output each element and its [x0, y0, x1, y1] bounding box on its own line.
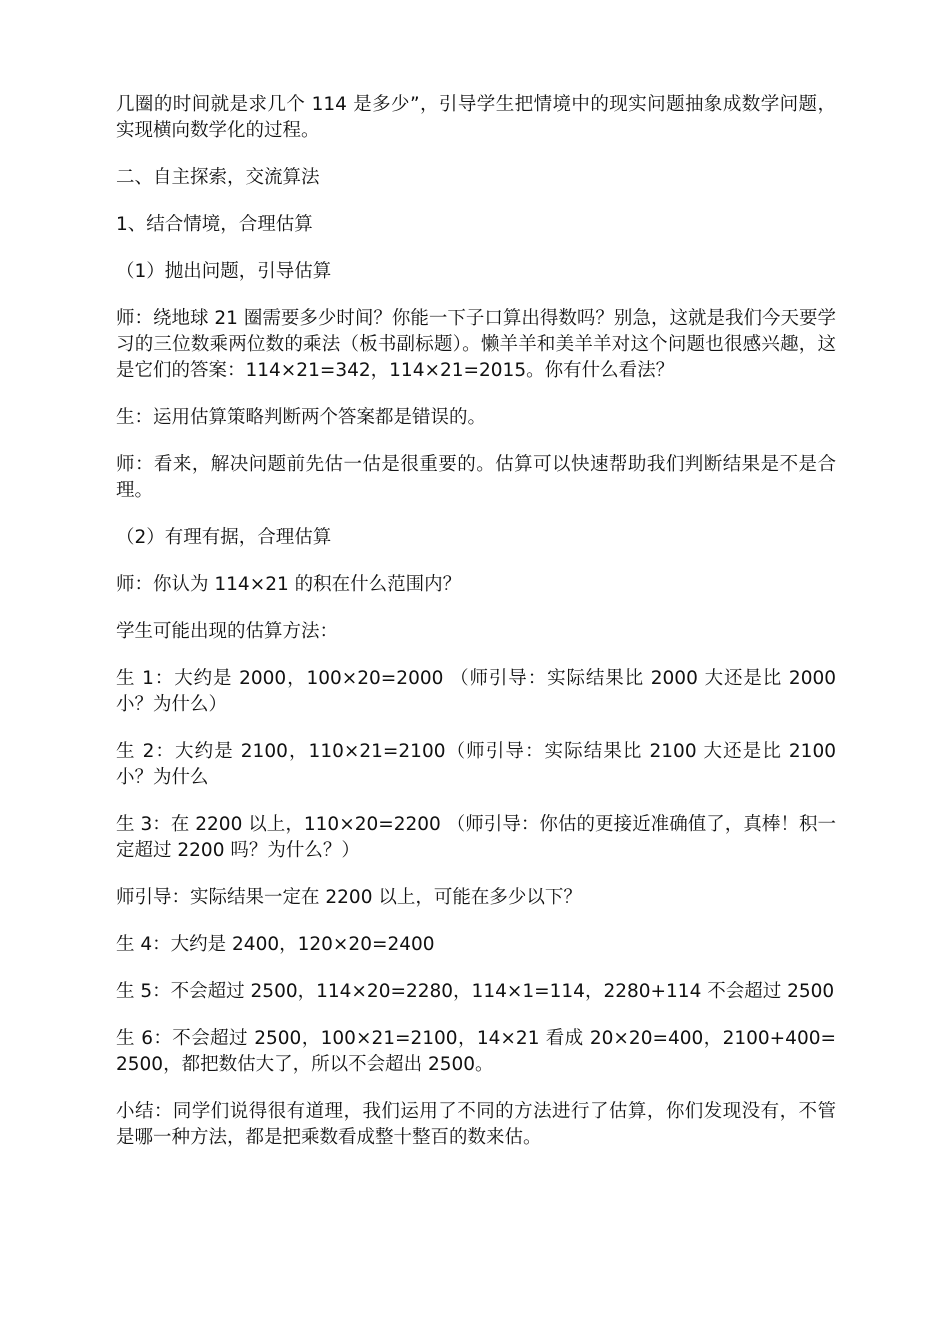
document-body: [116, 92, 836, 1172]
step-heading-question: （1）抛出问题，引导估算: [116, 261, 332, 282]
subsection-heading-estimate: 1、结合情境，合理估算: [116, 214, 313, 235]
paragraph-student-3: 生 3：在 2200 以上，110×20=2200 （师引导：你估的更接近准确值了，真棒！积一定超过 2200 吗？为什么？）: [116, 814, 836, 861]
paragraph-methods-intro: 学生可能出现的估算方法：: [116, 621, 339, 642]
paragraph-student-2: 生 2：大约是 2100，110×21=2100（师引导：实际结果比 2100 大还是比 2100 小？为什么: [116, 741, 836, 788]
paragraph-teacher-range-question: 师：你认为 114×21 的积在什么范围内？: [116, 574, 462, 595]
step-heading-reasoning: （2）有理有据，合理估算: [116, 527, 332, 548]
paragraph-teacher-question: 师：绕地球 21 圈需要多少时间？你能一下子口算出得数吗？别急，这就是我们今天要学习的三位数乘两位数的乘法（板书副标题）。懒羊羊和美羊羊对这个问题也很感兴趣，这是它们的答案：114×21=342，114×21=2015。你有什么看法？: [116, 308, 836, 381]
paragraph-teacher-comment: 师：看来，解决问题前先估一估是很重要的。估算可以快速帮助我们判断结果是不是合理。: [116, 454, 836, 501]
paragraph-intro-continuation: 几圈的时间就是求几个 114 是多少”，引导学生把情境中的现实问题抽象成数学问题，实现横向数学化的过程。: [116, 94, 836, 141]
paragraph-teacher-guide: 师引导：实际结果一定在 2200 以上，可能在多少以下？: [116, 887, 582, 908]
paragraph-student-4: 生 4：大约是 2400，120×20=2400: [116, 934, 435, 955]
paragraph-student-6: 生 6：不会超过 2500，100×21=2100，14×21 看成 20×20=400，2100+400=2500，都把数估大了，所以不会超出 2500。: [116, 1028, 836, 1075]
section-heading-explore: 二、自主探索，交流算法: [116, 167, 320, 188]
paragraph-student-1: 生 1：大约是 2000，100×20=2000 （师引导：实际结果比 2000 大还是比 2000 小？为什么）: [116, 668, 836, 715]
paragraph-student-answer: 生：运用估算策略判断两个答案都是错误的。: [116, 407, 487, 428]
paragraph-student-5: 生 5：不会超过 2500，114×20=2280，114×1=114，2280+114 不会超过 2500: [116, 981, 835, 1002]
paragraph-summary: 小结：同学们说得很有道理，我们运用了不同的方法进行了估算，你们发现没有，不管是哪一种方法，都是把乘数看成整十整百的数来估。: [116, 1101, 836, 1148]
